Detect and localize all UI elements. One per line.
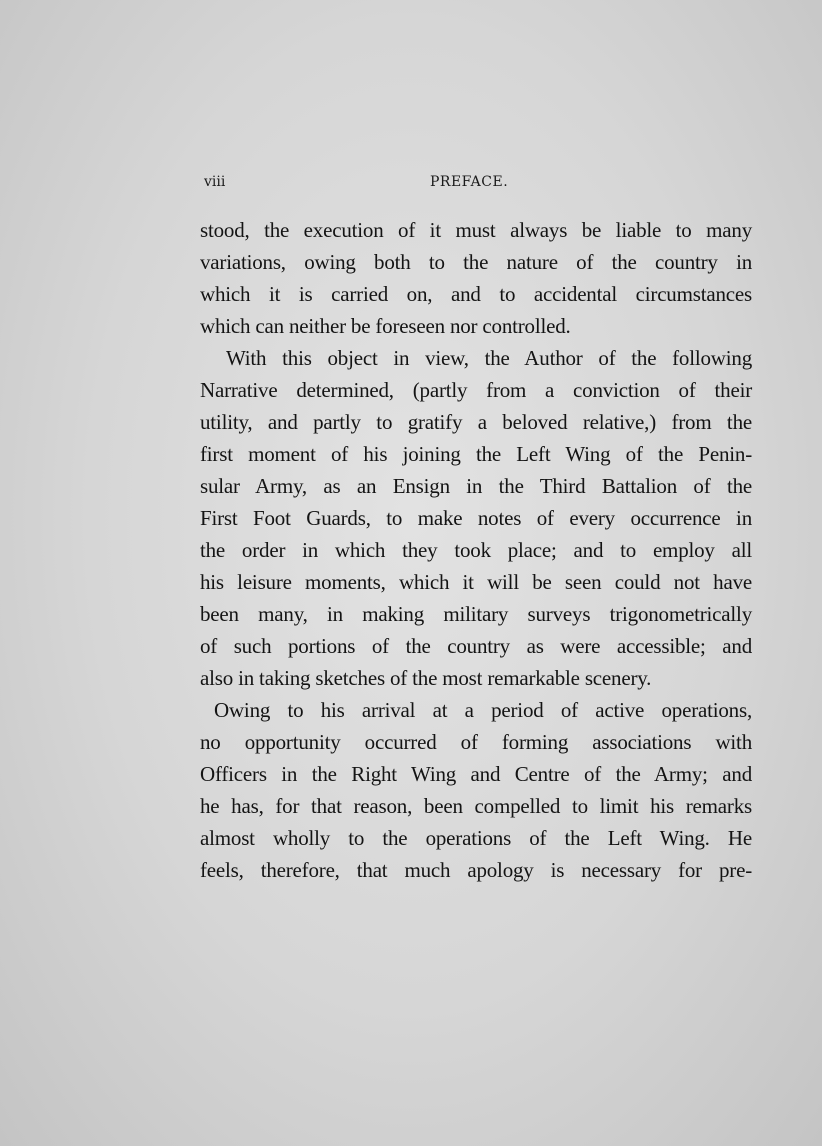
running-header [204, 174, 740, 196]
text-line-content: no opportunity occurred of forming associations with [200, 730, 752, 754]
text-line-content: sular Army, as an Ensign in the Third Battalion of the [200, 474, 752, 498]
text-line-content: first moment of his joining the Left Wing of the Penin- [200, 442, 752, 466]
text-line-content: of such portions of the country as were accessible; and [200, 634, 752, 658]
text-line [200, 598, 752, 630]
text-line [200, 822, 752, 854]
text-line-content: Officers in the Right Wing and Centre of the Army; and [200, 762, 752, 786]
text-line-content: With this object in view, the Author of the following [226, 346, 752, 370]
text-line [200, 374, 752, 406]
text-line-content: also in taking sketches of the most remarkable scenery. [200, 666, 652, 690]
text-line [200, 662, 752, 694]
text-line-content: been many, in making military surveys trigonometrically [200, 602, 752, 626]
text-line [200, 566, 752, 598]
text-line [200, 310, 752, 342]
text-line [200, 470, 752, 502]
text-line-content: Narrative determined, (partly from a conviction of their [200, 378, 752, 402]
text-line-content: the order in which they took place; and to employ all [200, 538, 752, 562]
text-line [200, 246, 752, 278]
text-line-content: Owing to his arrival at a period of active operations, [214, 698, 752, 722]
text-line [200, 342, 752, 374]
text-line [200, 854, 752, 886]
text-line [200, 726, 752, 758]
text-line [200, 790, 752, 822]
text-line-content: almost wholly to the operations of the Left Wing. He [200, 826, 752, 850]
text-line-content: he has, for that reason, been compelled to limit his remarks [200, 794, 752, 818]
text-line-content: variations, owing both to the nature of the country in [200, 250, 752, 274]
text-line-content: stood, the execution of it must always be liable to many [200, 218, 752, 242]
text-line [200, 630, 752, 662]
text-line-content: First Foot Guards, to make notes of every occurrence in [200, 506, 752, 530]
text-line-content: which can neither be foreseen nor controlled. [200, 314, 571, 338]
text-line [200, 214, 752, 246]
text-line-content: which it is carried on, and to accidental circumstances [200, 282, 752, 306]
page-number: viii [204, 174, 226, 190]
running-title: PREFACE. [430, 174, 509, 190]
text-line [200, 758, 752, 790]
text-line [200, 534, 752, 566]
text-line [200, 694, 752, 726]
text-line [200, 406, 752, 438]
text-line-content: feels, therefore, that much apology is necessary for pre- [200, 858, 752, 882]
text-line [200, 502, 752, 534]
text-line-content: his leisure moments, which it will be seen could not have [200, 570, 752, 594]
text-line-content: utility, and partly to gratify a beloved relative,) from the [200, 410, 752, 434]
text-line [200, 278, 752, 310]
text-line [200, 438, 752, 470]
body-text [200, 214, 752, 886]
